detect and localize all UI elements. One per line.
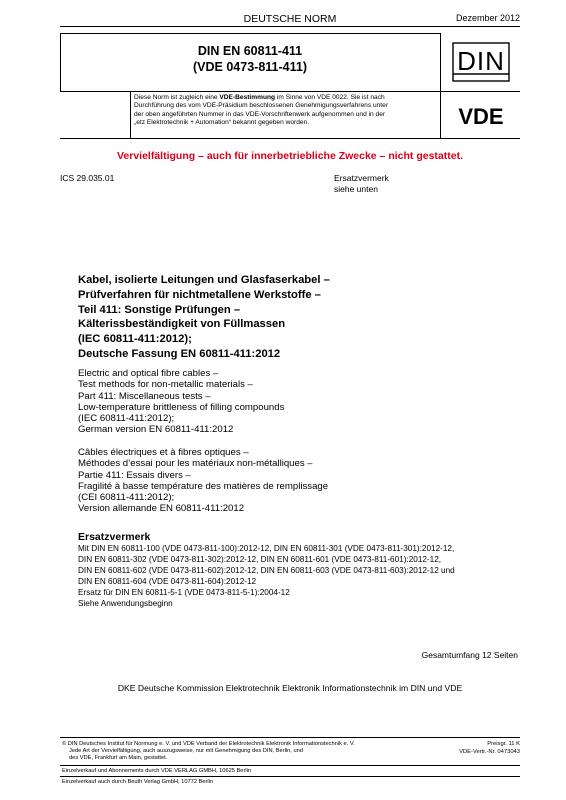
distribution-vde: Einzelverkauf und Abonnements durch VDE VERLAG GMBH, 10625 Berlin bbox=[62, 768, 252, 774]
divider bbox=[60, 91, 520, 92]
din-logo-icon bbox=[441, 33, 520, 91]
designation-box bbox=[60, 33, 441, 91]
replacement-notice: Mit DIN EN 60811-100 (VDE 0473-811-100):2012-12, DIN EN 60811-301 (VDE 0473-811-301):2012-12, DIN EN 60811-302 (VDE 0473-811-302):2012-12, DIN EN 60811-601 (VDE 0473-811-601):2012-12, DIN EN 60811-602 (VDE 0473-811-602):2012-12, DIN EN 60811-603 (VDE 0473-811-603):2012-12 und DIN EN 60811-604 (VDE 0473-811-604):2012-12 Ersatz für DIN EN 60811-5-1 (VDE 0473-811-5-1):2004-12 Siehe Anwendungsbeginn bbox=[78, 544, 455, 608]
vde-logo bbox=[446, 100, 516, 132]
divider bbox=[130, 91, 131, 138]
vde-logo-text: VDE bbox=[458, 104, 504, 129]
publication-date: Dezember 2012 bbox=[455, 13, 520, 23]
footer-divider bbox=[60, 765, 520, 766]
title-german: Kabel, isolierte Leitungen und Glasfaserkabel – Prüfverfahren für nichtmetallene Werkstoffe – Teil 411: Sonstige Prüfungen – Kälterissbeständigkeit von Füllmassen (IEC 60811-411:2012); Deutsche Fassung EN 60811-411:2012 bbox=[78, 274, 330, 360]
replacement-reference: Ersatzvermerk siehe unten bbox=[334, 173, 389, 194]
ics-code: ICS 29.035.01 bbox=[60, 173, 115, 183]
title-english: Electric and optical fibre cables – Test methods for non-metallic materials – Part 411: Miscellaneous tests – Low-temperature brittleness of filling compounds (IEC 60811-411:2012); German version EN 60811-411:2012 bbox=[78, 368, 285, 436]
din-logo-text: DIN bbox=[457, 46, 505, 76]
vde-order-number: VDE-Vertr.-Nr. 0473043 bbox=[459, 748, 520, 755]
price-info bbox=[459, 741, 520, 756]
divider bbox=[60, 33, 61, 91]
din-logo bbox=[441, 33, 520, 91]
document-type: DEUTSCHE NORM bbox=[243, 13, 337, 25]
divider bbox=[60, 33, 440, 34]
standard-number: DIN EN 60811-411 bbox=[197, 44, 303, 58]
page-count: Gesamtumfang 12 Seiten bbox=[421, 650, 518, 660]
replacement-heading: Ersatzvermerk bbox=[78, 531, 151, 543]
vde-number: (VDE 0473-811-411) bbox=[193, 60, 307, 74]
divider bbox=[60, 138, 520, 139]
title-french: Câbles électriques et à fibres optiques – Méthodes d’essai pour les matériaux non-métalliques – Partie 411: Essais divers – Fragilité à basse température des matières de remplissage (CEI 60811-411:2012); Version allemande EN 60811-411:2012 bbox=[78, 447, 329, 515]
divider bbox=[440, 91, 441, 138]
dke-line: DKE Deutsche Kommission Elektrotechnik Elektronik Informationstechnik im DIN und VDE bbox=[117, 683, 463, 693]
copyright-notice: © DIN Deutsches Institut für Normung e. V. und VDE Verband der Elektrotechnik Elektronik Informationstechnik e. V. Jede Art der Vervielfältigung, auch auszugsweise, nur mit Genehmigung des DIN, Berlin, und des VDE, Frankfurt am Main, gestattet. bbox=[62, 741, 355, 761]
distribution-beuth: Einzelverkauf auch durch Beuth Verlag GmbH, 10772 Berlin bbox=[62, 779, 214, 785]
reproduction-warning: Vervielfältigung – auch für innerbetriebliche Zwecke – nicht gestattet. bbox=[116, 150, 463, 162]
footer-divider bbox=[60, 737, 520, 738]
vde-logo-icon bbox=[446, 100, 516, 132]
vde-note: Diese Norm ist zugleich eine VDE-Bestimmung im Sinne von VDE 0022. Sie ist nach Durchführung des vom VDE-Präsidium beschlossenen Genehmigungsverfahrens unter der oben angeführten Nummer in das VDE-Vorschriftenwerk aufgenommen und in der „etz Elektrotechnik + Automation“ bekannt gegeben worden. bbox=[134, 94, 388, 126]
footer-divider bbox=[60, 776, 520, 777]
header-bar bbox=[60, 12, 520, 27]
price-group: Preisgr. 11 K bbox=[487, 741, 520, 747]
